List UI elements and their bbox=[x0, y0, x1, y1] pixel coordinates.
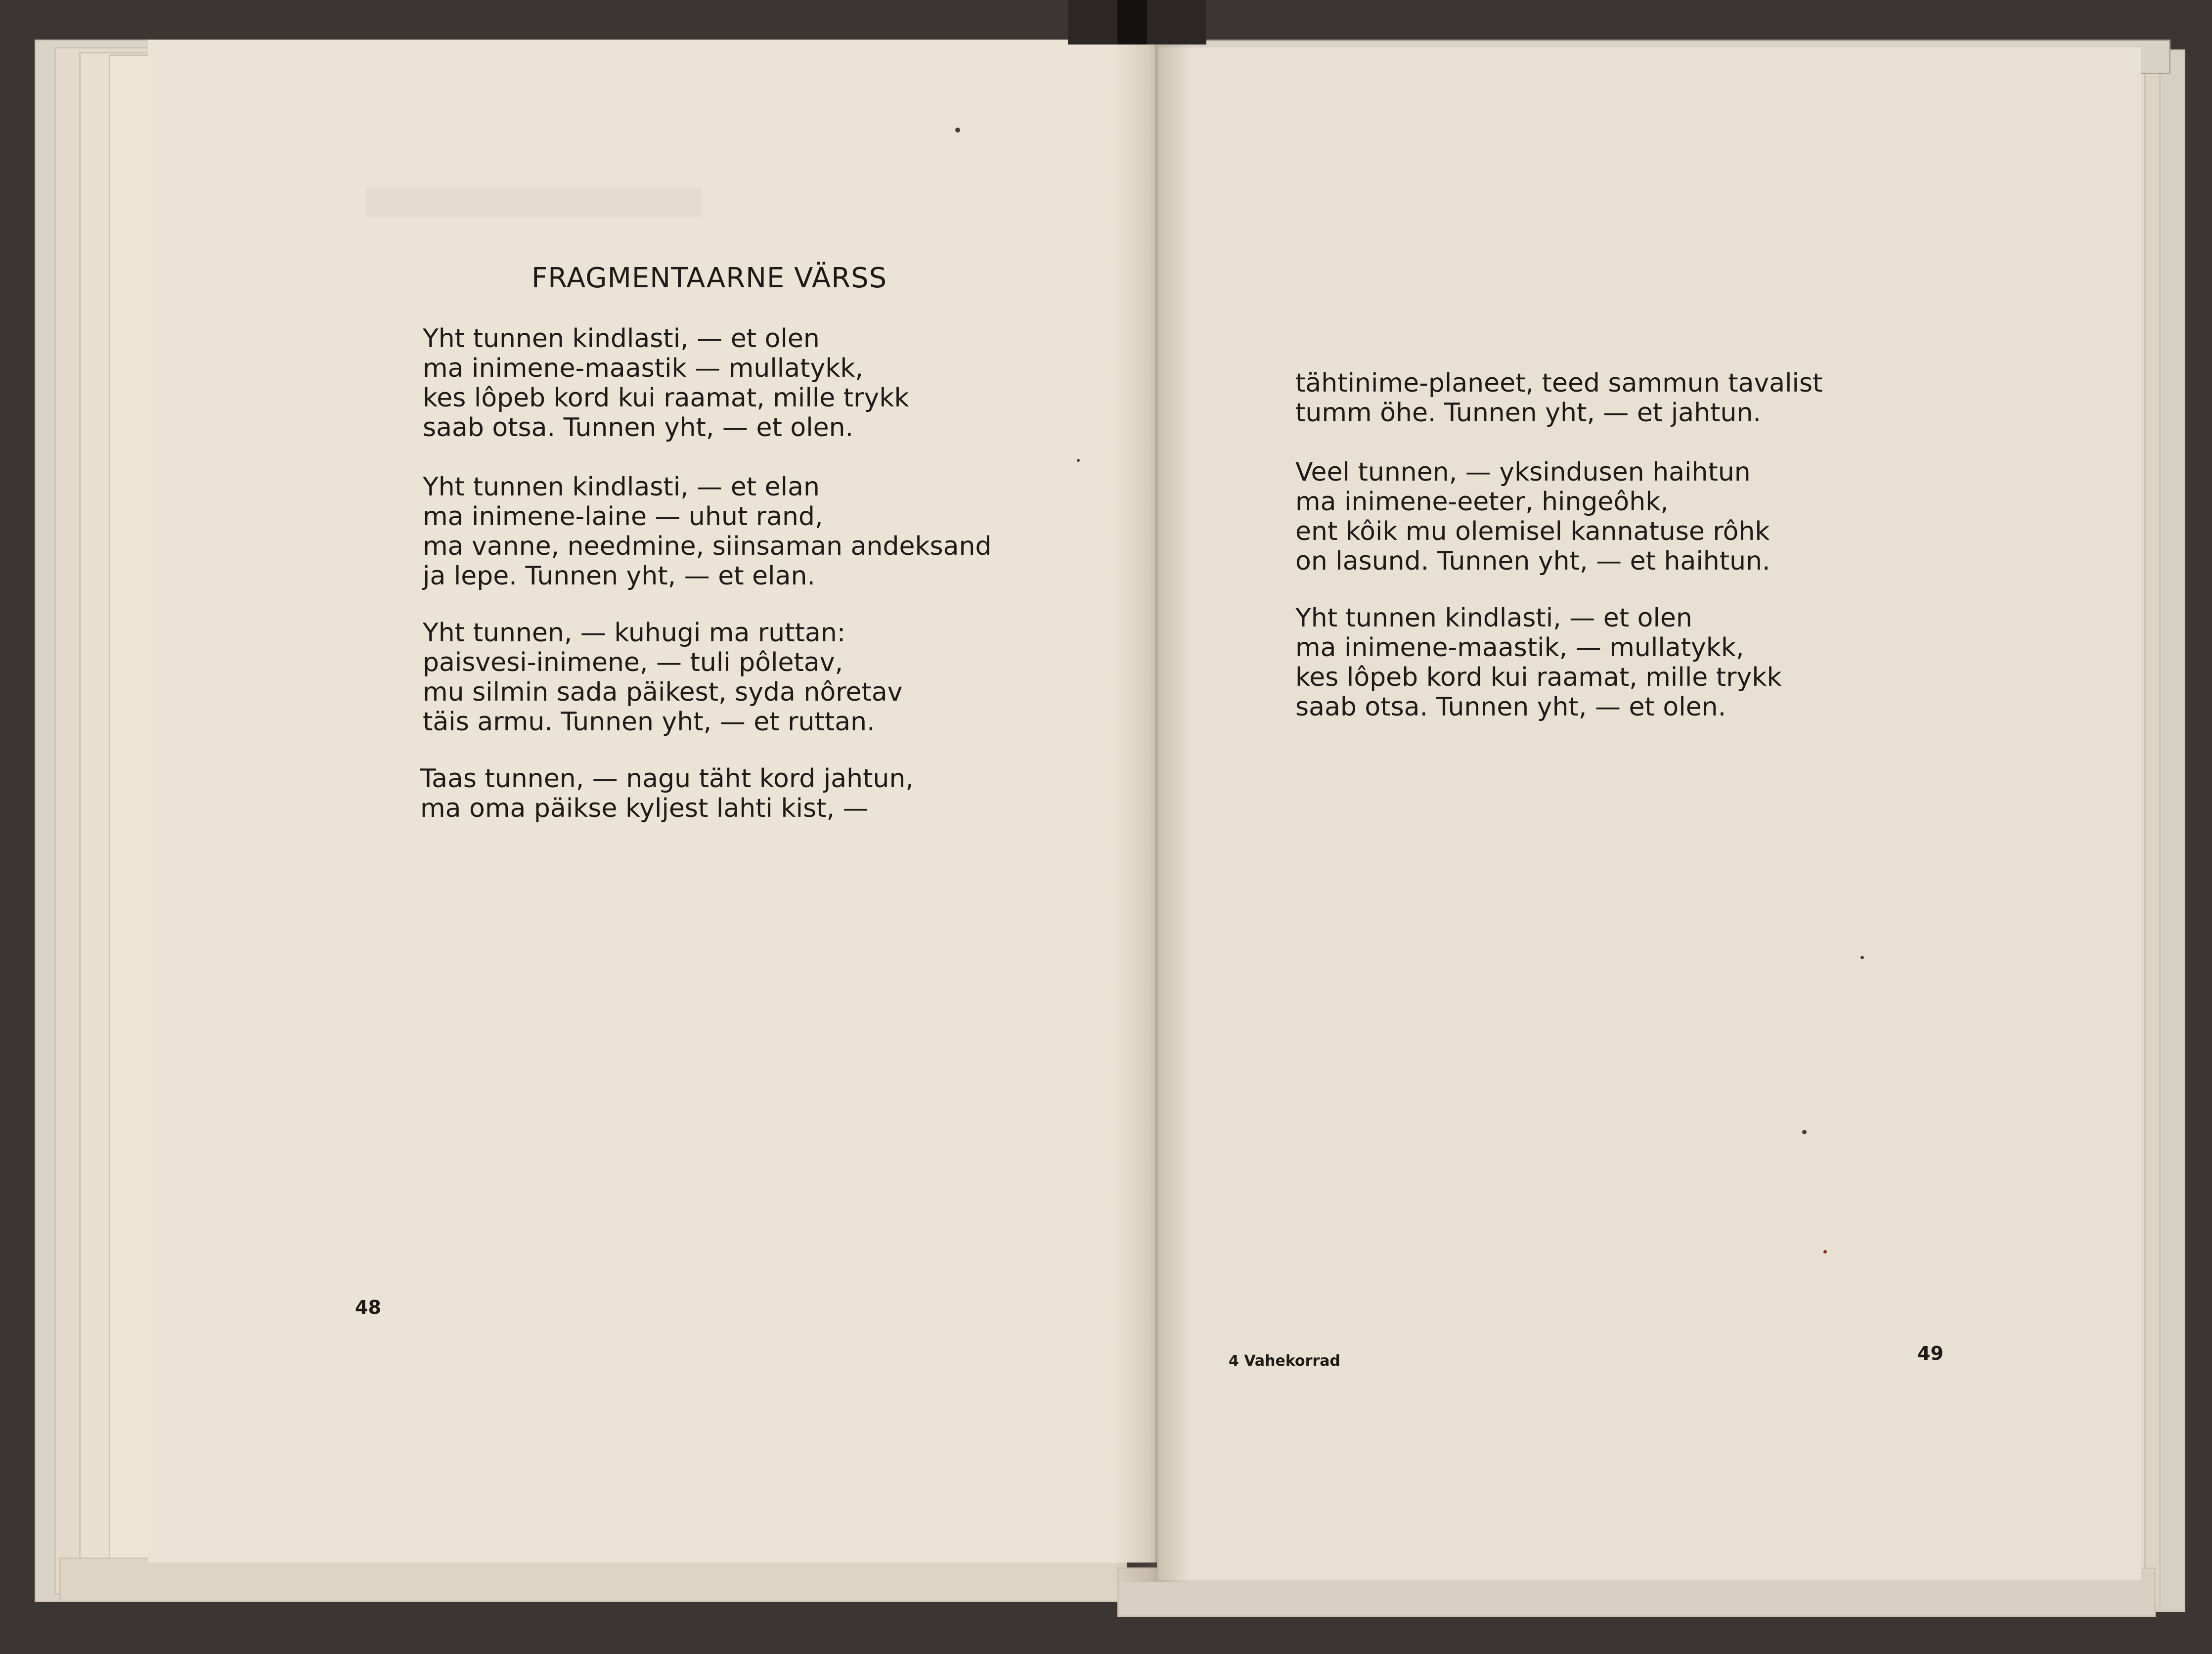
verse-line: mu silmin sada päikest, syda nôretav bbox=[423, 677, 903, 707]
verse-line: ent kôik mu olemisel kannatuse rôhk bbox=[1295, 517, 1770, 546]
verse-line: ma inimene-maastik, — mullatykk, bbox=[1295, 633, 1744, 663]
spine-top bbox=[1068, 0, 1206, 45]
stanza-left-2 bbox=[423, 472, 991, 591]
verse-line: Yht tunnen kindlasti, — et elan bbox=[423, 472, 820, 502]
verse-line: ma inimene-laine — uhut rand, bbox=[423, 502, 823, 532]
page-number-right: 49 bbox=[1917, 1342, 1944, 1364]
gutter-shadow bbox=[1112, 40, 1192, 1582]
verse-line: tähtinime-planeet, teed sammun tavalist bbox=[1295, 368, 1823, 398]
paper-speck bbox=[1823, 1250, 1827, 1253]
show-through-mark bbox=[366, 188, 702, 218]
verse-line: tumm öhe. Tunnen yht, — et jahtun. bbox=[1295, 398, 1761, 428]
verse-line: ma inimene-maastik — mullatykk, bbox=[423, 354, 864, 383]
verse-line: Yht tunnen kindlasti, — et olen bbox=[1295, 603, 1692, 633]
signature-mark: 4 Vahekorrad bbox=[1229, 1352, 1340, 1370]
verse-line: ja lepe. Tunnen yht, — et elan. bbox=[423, 561, 815, 591]
verse-line: Veel tunnen, — yksindusen haihtun bbox=[1295, 457, 1751, 487]
stanza-right-3 bbox=[1295, 603, 1782, 722]
verse-line: Yht tunnen, — kuhugi ma ruttan: bbox=[423, 618, 846, 648]
paper-speck bbox=[1802, 1130, 1807, 1134]
stanza-left-4 bbox=[420, 764, 914, 823]
spine-band bbox=[1117, 0, 1147, 45]
verse-line: on lasund. Tunnen yht, — et haihtun. bbox=[1295, 546, 1770, 576]
verse-line: kes lôpeb kord kui raamat, mille trykk bbox=[423, 383, 909, 413]
right-page bbox=[1157, 47, 2141, 1580]
poem-title: FRAGMENTAARNE VÄRSS bbox=[531, 262, 887, 294]
stanza-left-1 bbox=[423, 324, 909, 443]
paper-speck bbox=[1860, 956, 1864, 959]
verse-line: ma oma päikse kyljest lahti kist, — bbox=[420, 794, 869, 823]
paper-speck bbox=[1077, 459, 1080, 462]
verse-line: täis armu. Tunnen yht, — et ruttan. bbox=[423, 707, 875, 737]
verse-line: saab otsa. Tunnen yht, — et olen. bbox=[1295, 692, 1726, 722]
page-number-left: 48 bbox=[355, 1296, 381, 1318]
stanza-right-1 bbox=[1295, 368, 1822, 428]
verse-line: ma inimene-eeter, hingeôhk, bbox=[1295, 487, 1669, 517]
verse-line: Taas tunnen, — nagu täht kord jahtun, bbox=[420, 764, 914, 794]
verse-line: saab otsa. Tunnen yht, — et olen. bbox=[423, 413, 854, 443]
verse-line: Yht tunnen kindlasti, — et olen bbox=[423, 324, 820, 354]
paper-speck bbox=[955, 128, 960, 133]
stanza-right-2 bbox=[1295, 457, 1770, 576]
page-edge-bottom bbox=[59, 1558, 1127, 1602]
verse-line: paisvesi-inimene, — tuli pôletav, bbox=[423, 648, 843, 677]
verse-line: ma vanne, needmine, siinsaman andeksand bbox=[423, 532, 992, 561]
verse-line: kes lôpeb kord kui raamat, mille trykk bbox=[1295, 663, 1782, 692]
stanza-left-3 bbox=[423, 618, 902, 737]
